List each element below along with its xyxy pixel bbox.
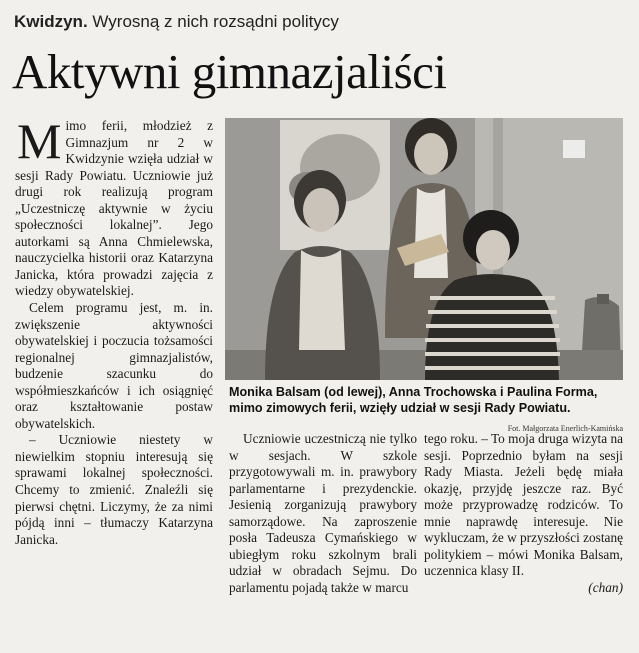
article-photo [225,118,623,380]
kicker-text: Wyrosną z nich rozsądni politycy [92,12,339,31]
photo-credit: Fot. Małgorzata Enerlich-Kamińska [507,424,623,433]
drop-cap: M [17,113,62,169]
article-column-3 [424,431,623,596]
paragraph: tego roku. – To moja druga wizyta na sesji. Poprzednio byłam na sesji Rady Miasta. Jeżeli będę miała okazję, przyjdę jeszcze raz. Być może przyprowadzę rodziców. To mnie naprawdę interesuje. Nie wykluczam, że w przyszłości zostanę politykiem – mówi Monika Balsam, uczennica klasy II. [424,431,624,579]
paragraph: – Uczniowie niestety w niewielkim stopniu interesują się sprawami lokalnej społeczności. Chcemy to zmienić. Znaleźli się pierwsi chętni. Liczymy, że za nimi pójdą inni – tłumaczy Katarzyna Janicka. [15,432,213,547]
article-headline: Aktywni gimnazjaliści [12,44,447,99]
location-label: Kwidzyn. [14,12,88,31]
paragraph [15,113,213,300]
article-photo-image [225,118,623,380]
article-column-2 [229,431,417,596]
paragraph: Uczniowie uczestniczą nie tylko w sesjach. W szkole przygotowywali m. in. prawybory parlamentarne i prezydenckie. Jesienią zorganizują prawybory samorządowe. Na zaproszenie posła Tadeusza Cymańskiego w ubiegłym roku szkolnym brali udział w obradach Sejmu. Do parlamentu pojadą także w marcu [229,431,417,595]
paragraph-text: imo ferii, młodzież z Gimnazjum nr 2 w Kwidzynie wzięła udział w sesji Rady Powiatu. Uczniowie już drugi rok realizują program „Uczestniczę aktywnie w życiu społeczności lokalnej”. Jego autorkami są Anna Chmielewska, nauczycielka historii oraz Katarzyna Janicka, która prowadzi zajęcia z wiedzy obywatelskiej. [15,118,213,299]
paragraph: Celem programu jest, m. in. zwiększenie aktywności obywatelskiej i poczucia tożsamości regionalnej gimnazjalistów, budzenie szacunku do współmieszkańców i ich osiągnięć oraz kształtowanie postaw obywatelskich. [15,300,213,431]
author-byline: (chan) [588,579,623,595]
article-kicker [14,12,339,32]
caption-text: Monika Balsam (od lewej), Anna Trochowska i Paulina Forma, mimo zimowych ferii, wzięły udział w sesji Rady Powiatu. [229,385,598,415]
article-column-1 [15,113,213,548]
photo-caption [229,384,623,437]
